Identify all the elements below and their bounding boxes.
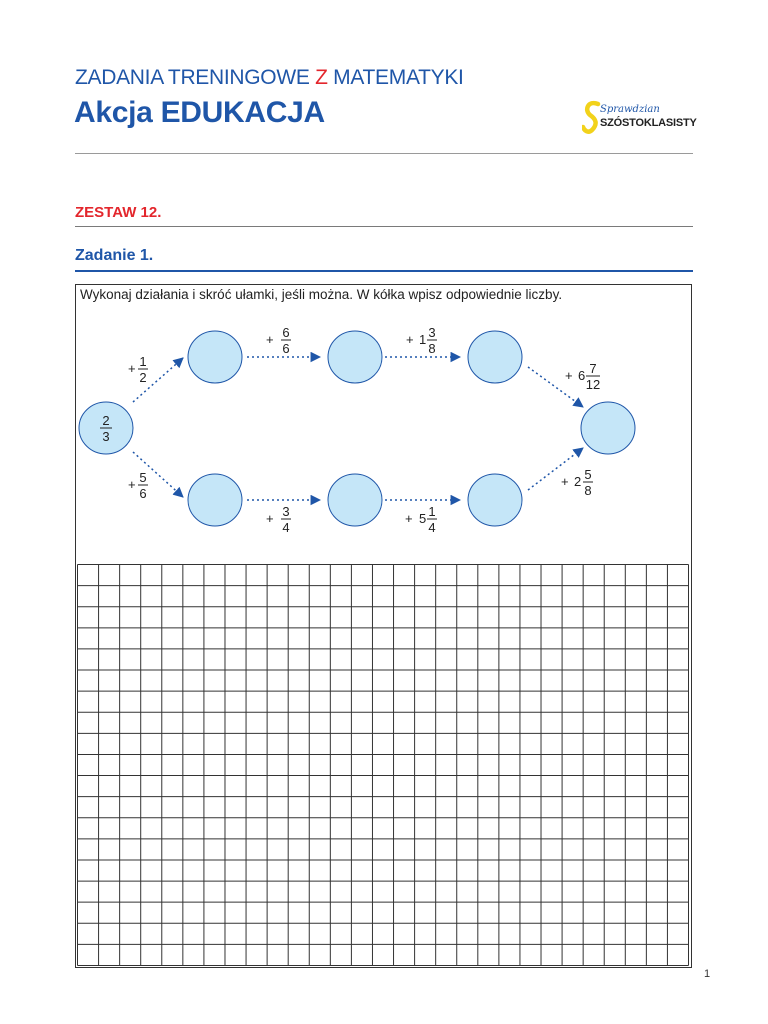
set-divider [75,226,693,227]
svg-text:8: 8 [584,483,592,498]
svg-text:+: + [405,511,413,526]
svg-text:5: 5 [584,467,592,482]
op-bottom-3 [405,504,437,535]
op-bottom-4 [561,467,593,498]
svg-text:+: + [565,368,573,383]
svg-text:1: 1 [419,332,427,347]
svg-text:8: 8 [428,341,436,356]
logo-text-top: Sprawdzian [600,104,660,115]
logo-text-bottom: SZÓSTOKLASISTY [600,117,697,129]
svg-text:3: 3 [102,429,110,444]
op-bottom-2 [266,504,291,535]
svg-text:+: + [128,361,136,376]
operation-diagram [75,300,692,550]
svg-text:4: 4 [282,520,290,535]
svg-text:6: 6 [282,341,290,356]
answer-circle-top-3 [468,331,522,383]
op-top-2 [266,325,291,356]
svg-text:6: 6 [282,325,290,340]
op-top-4 [565,361,600,392]
svg-text:2: 2 [102,413,110,428]
page-title: Akcja EDUKACJA [74,96,325,129]
svg-text:4: 4 [428,520,436,535]
svg-text:3: 3 [428,325,436,340]
svg-text:+: + [406,332,414,347]
task-divider [75,270,693,272]
answer-circle-bottom-3 [468,474,522,526]
page-number: 1 [704,968,711,980]
task-instruction: Wykonaj działania i skróć ułamki, jeśli można. W kółka wpisz odpowiednie liczby. [80,287,563,302]
series-title: ZADANIA TRENINGOWE Z MATEMATYKI [75,66,464,89]
answer-circle-end [581,402,635,454]
svg-text:3: 3 [282,504,290,519]
task-heading: Zadanie 1. [75,247,154,264]
op-bottom-1 [128,470,148,501]
svg-text:+: + [561,474,569,489]
answer-circle-top-2 [328,331,382,383]
svg-text:7: 7 [589,361,597,376]
svg-text:1: 1 [428,504,436,519]
svg-text:5: 5 [419,511,427,526]
answer-circle-top-1 [188,331,242,383]
svg-text:6: 6 [578,368,586,383]
svg-text:12: 12 [585,377,601,392]
squared-work-area[interactable] [77,564,689,966]
svg-text:5: 5 [139,470,147,485]
svg-text:+: + [266,511,274,526]
svg-text:+: + [266,332,274,347]
set-heading: ZESTAW 12. [75,204,162,221]
header-divider [75,153,693,154]
op-top-1 [128,354,148,385]
svg-text:1: 1 [139,354,147,369]
svg-text:2: 2 [574,474,582,489]
op-top-3 [406,325,437,356]
svg-text:6: 6 [139,486,147,501]
svg-text:+: + [128,477,136,492]
svg-text:2: 2 [139,370,147,385]
answer-circle-bottom-2 [328,474,382,526]
arrow-top-3-to-end [528,367,586,407]
answer-circle-bottom-1 [188,474,242,526]
sprawdzian-logo [582,98,702,138]
